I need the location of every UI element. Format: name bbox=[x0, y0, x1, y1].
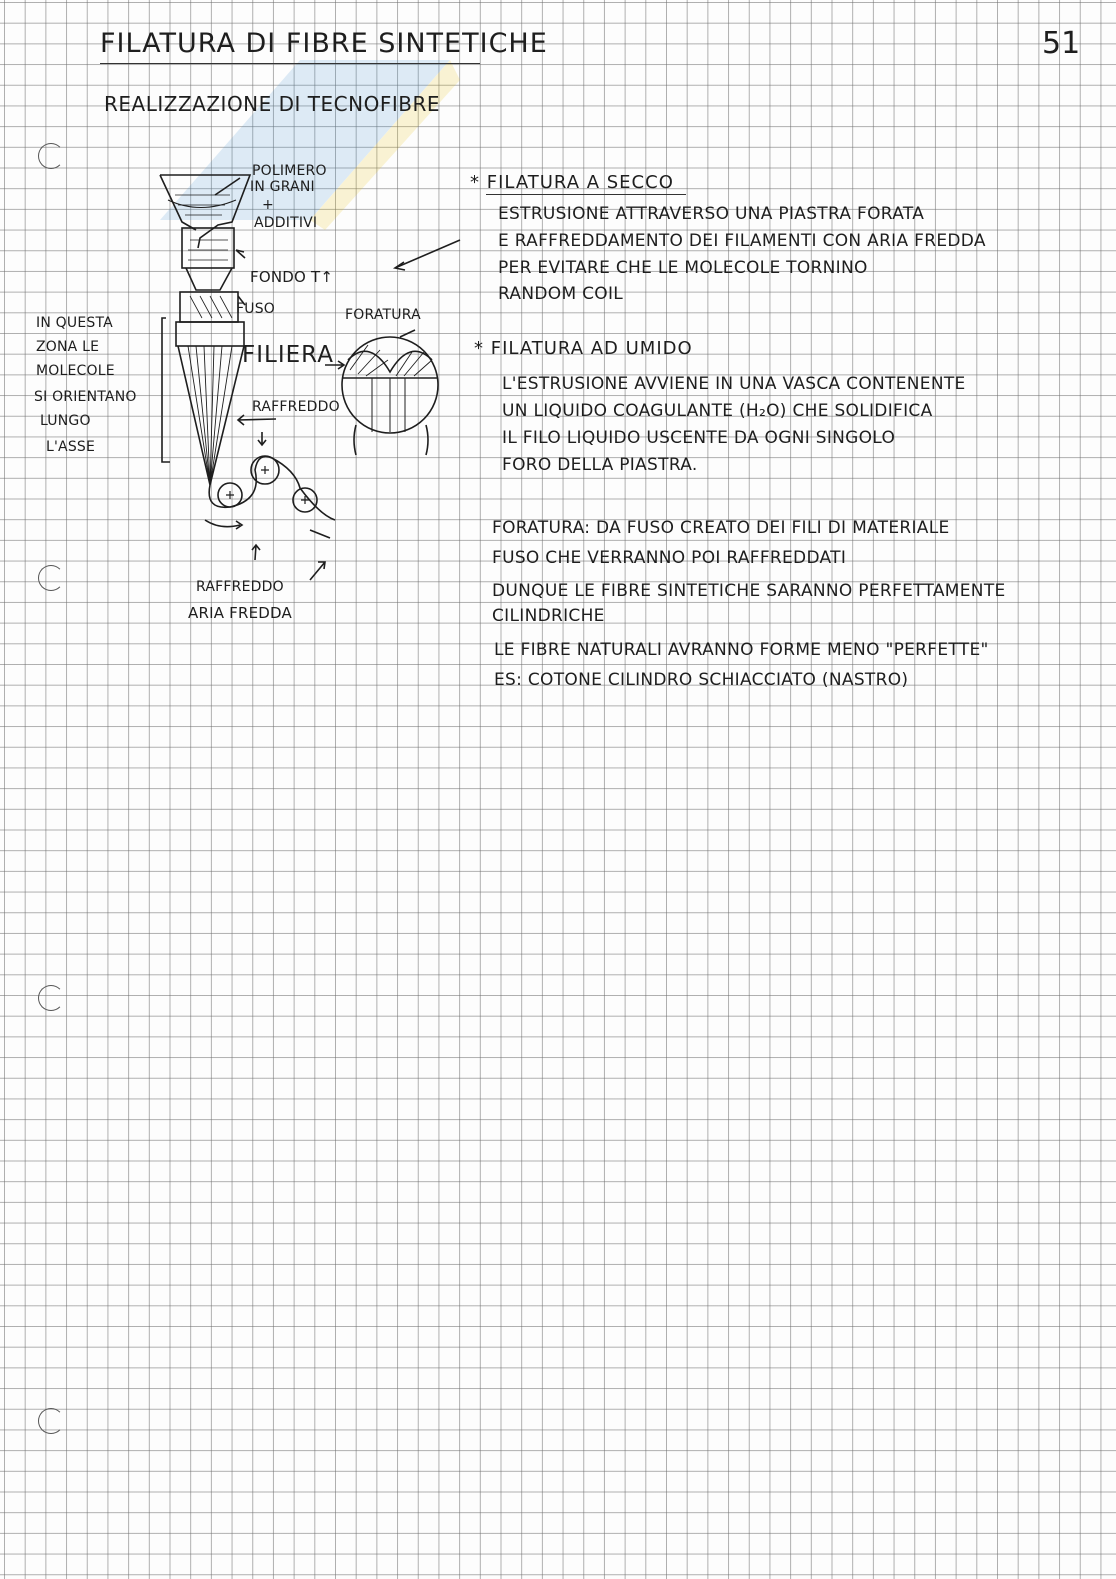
foratura-line: FORATURA: DA FUSO CREATO DEI FILI DI MATERIALE bbox=[492, 518, 950, 538]
label-raffreddo-bottom: RAFFREDDO bbox=[196, 579, 284, 595]
foratura-line: CILINDRICHE bbox=[492, 606, 605, 626]
foratura-line: ES: COTONE CILINDRO SCHIACCIATO (NASTRO) bbox=[494, 670, 909, 690]
heading-underline bbox=[486, 194, 686, 195]
umido-line: IL FILO LIQUIDO USCENTE DA OGNI SINGOLO bbox=[502, 428, 896, 448]
label-aria-fredda: ARIA FREDDA bbox=[188, 604, 292, 622]
label-polimero-line1: POLIMERO bbox=[252, 163, 327, 179]
umido-line: L'ESTRUSIONE AVVIENE IN UNA VASCA CONTENENTE bbox=[502, 374, 966, 394]
umido-line: FORO DELLA PIASTRA. bbox=[502, 455, 698, 475]
heading-filatura-secco: * FILATURA A SECCO bbox=[470, 172, 674, 193]
side-note-line6: L'ASSE bbox=[46, 439, 96, 455]
foratura-line: DUNQUE LE FIBRE SINTETICHE SARANNO PERFETTAMENTE bbox=[492, 581, 1006, 601]
label-fuso: FUSO bbox=[236, 301, 276, 317]
secco-line: E RAFFREDDAMENTO DEI FILAMENTI CON ARIA FREDDA bbox=[498, 231, 986, 251]
side-note-line2: ZONA LE bbox=[36, 339, 100, 355]
binder-hole bbox=[38, 1408, 64, 1434]
page-number: 51 bbox=[1042, 26, 1081, 61]
label-polimero-line3: + bbox=[262, 197, 274, 213]
side-note-line3: MOLECOLE bbox=[36, 363, 115, 379]
label-filiera: FILIERA bbox=[242, 342, 334, 368]
side-note-line1: IN QUESTA bbox=[36, 315, 113, 331]
foratura-line: FUSO CHE VERRANNO POI RAFFREDDATI bbox=[492, 548, 847, 568]
label-foratura-diagram: FORATURA bbox=[345, 307, 421, 323]
page-title: FILATURA DI FIBRE SINTETICHE bbox=[100, 28, 548, 59]
secco-line: PER EVITARE CHE LE MOLECOLE TORNINO bbox=[498, 258, 868, 278]
page-subtitle: REALIZZAZIONE DI TECNOFIBRE bbox=[104, 92, 440, 116]
label-fondo: FONDO T↑ bbox=[250, 268, 334, 286]
umido-line: UN LIQUIDO COAGULANTE (H₂O) CHE SOLIDIFICA bbox=[502, 401, 933, 421]
side-note-line4: SI ORIENTANO bbox=[34, 389, 137, 405]
side-note-line5: LUNGO bbox=[40, 413, 91, 429]
label-polimero-line2: IN GRANI bbox=[250, 179, 315, 195]
secco-line: RANDOM COIL bbox=[498, 284, 624, 304]
secco-line: ESTRUSIONE ATTRAVERSO UNA PIASTRA FORATA bbox=[498, 204, 925, 224]
heading-filatura-umido: * FILATURA AD UMIDO bbox=[474, 338, 693, 359]
label-raffreddo-top: RAFFREDDO bbox=[252, 399, 340, 415]
label-polimero-line4: ADDITIVI bbox=[254, 215, 318, 231]
binder-hole bbox=[38, 985, 64, 1011]
foratura-line: LE FIBRE NATURALI AVRANNO FORME MENO "PERFETTE" bbox=[494, 640, 989, 660]
